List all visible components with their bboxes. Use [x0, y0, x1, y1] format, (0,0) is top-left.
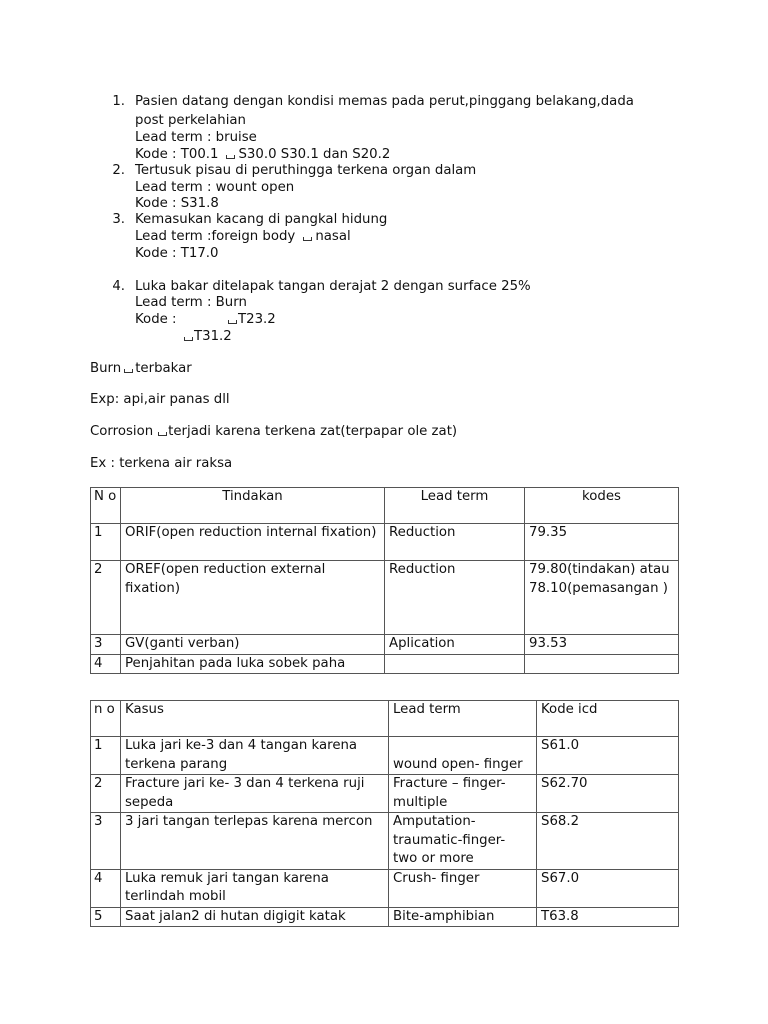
table-cell: GV(ganti verban) — [121, 635, 385, 655]
table-cell: Luka jari ke-3 dan 4 tangan karena terkena parang — [121, 737, 389, 775]
code-value-text: T31.2 — [194, 329, 232, 344]
table-cell — [525, 654, 679, 674]
header-cell: n o — [91, 701, 121, 737]
example-note: Ex : terkena air raksa — [90, 456, 233, 471]
table-cell: 93.53 — [525, 635, 679, 655]
list-number: 4. — [112, 279, 125, 294]
table-cell: 2 — [91, 561, 121, 635]
table-cell: 2 — [91, 775, 121, 813]
table-cell: wound open- finger — [389, 737, 537, 775]
table-cell: OREF(open reduction external fixation) — [121, 561, 385, 635]
lead-term-label: Lead term :foreign body — [135, 229, 296, 244]
note-term: Corrosion — [90, 424, 154, 439]
table-cell: ORIF(open reduction internal fixation) — [121, 524, 385, 561]
table-row — [91, 737, 679, 775]
table-cell: Saat jalan2 di hutan digigit katak — [121, 907, 389, 927]
arrow-icon — [158, 432, 167, 436]
table-cell: Fracture – finger- multiple — [389, 775, 537, 813]
header-cell: N o — [91, 488, 121, 524]
table-row — [91, 869, 679, 907]
code-value-text: T23.2 — [238, 312, 276, 327]
table-row — [91, 561, 679, 635]
code-label: Kode : T00.1 — [135, 147, 219, 162]
table-cell: S61.0 — [537, 737, 679, 775]
arrow-icon — [226, 155, 235, 159]
table-cell: S67.0 — [537, 869, 679, 907]
list-item-text: Pasien datang dengan kondisi memas pada perut,pinggang belakang,dada — [135, 94, 634, 109]
table-cell: Penjahitan pada luka sobek paha — [121, 654, 385, 674]
header-cell: Lead term — [385, 488, 525, 524]
table-row — [91, 907, 679, 927]
lead-term-text: Lead term : wount open — [135, 180, 295, 195]
burn-note — [90, 360, 192, 377]
table-cell: Amputation- traumatic-finger- two or more — [389, 813, 537, 870]
arrow-icon — [228, 320, 237, 324]
corrosion-note — [90, 423, 457, 440]
table-cell: 4 — [91, 654, 121, 674]
code-value — [184, 328, 232, 345]
table-cell: S68.2 — [537, 813, 679, 870]
table-cell: Luka remuk jari tangan karena terlindah mobil — [121, 869, 389, 907]
table-row — [91, 813, 679, 870]
table-header-row — [91, 488, 679, 524]
list-item-text: Luka bakar ditelapak tangan derajat 2 dengan surface 25% — [135, 279, 531, 294]
note-meaning: terjadi karena terkena zat(terpapar ole zat) — [168, 424, 458, 439]
table-cell: 3 — [91, 813, 121, 870]
header-cell: Tindakan — [121, 488, 385, 524]
code-text — [135, 146, 390, 163]
list-number: 2. — [112, 163, 125, 178]
header-cell: Kode icd — [537, 701, 679, 737]
list-item-text: post perkelahian — [135, 113, 246, 128]
header-cell: Kasus — [121, 701, 389, 737]
table-row — [91, 654, 679, 674]
table-row — [91, 635, 679, 655]
example-note: Exp: api,air panas dll — [90, 392, 230, 407]
table-cell: 79.80(tindakan) atau 78.10(pemasangan ) — [525, 561, 679, 635]
procedures-table — [90, 487, 679, 674]
table-cell: Reduction — [385, 561, 525, 635]
code-text: Kode : T17.0 — [135, 246, 219, 261]
code-value: S30.0 S30.1 dan S20.2 — [238, 147, 391, 162]
icd-cases-table — [90, 700, 679, 927]
table-cell: Bite-amphibian — [389, 907, 537, 927]
code-label: Kode : — [135, 312, 177, 327]
note-term: Burn — [90, 361, 122, 376]
table-cell: Reduction — [385, 524, 525, 561]
list-number: 3. — [112, 212, 125, 227]
lead-term-value: nasal — [315, 229, 351, 244]
table-cell: S62.70 — [537, 775, 679, 813]
lead-term-text — [135, 228, 351, 245]
table-cell: 5 — [91, 907, 121, 927]
table-cell: 3 jari tangan terlepas karena mercon — [121, 813, 389, 870]
table-cell — [385, 654, 525, 674]
header-cell: Lead term — [389, 701, 537, 737]
list-item-text: Kemasukan kacang di pangkal hidung — [135, 212, 388, 227]
code-value — [228, 311, 276, 328]
table-row — [91, 524, 679, 561]
table-cell: 1 — [91, 524, 121, 561]
list-item-text: Tertusuk pisau di peruthingga terkena organ dalam — [135, 163, 477, 178]
table-cell: Crush- finger — [389, 869, 537, 907]
list-number: 1. — [112, 94, 125, 109]
header-cell: kodes — [525, 488, 679, 524]
arrow-icon — [124, 369, 133, 373]
table-cell: 79.35 — [525, 524, 679, 561]
table-header-row — [91, 701, 679, 737]
table-cell: Aplication — [385, 635, 525, 655]
arrow-icon — [303, 237, 312, 241]
lead-term-text: Lead term : Burn — [135, 295, 247, 310]
lead-term-text: Lead term : bruise — [135, 130, 257, 145]
table-cell: 1 — [91, 737, 121, 775]
table-cell: T63.8 — [537, 907, 679, 927]
table-cell: 4 — [91, 869, 121, 907]
note-meaning: terbakar — [135, 361, 192, 376]
table-row — [91, 775, 679, 813]
table-cell: Fracture jari ke- 3 dan 4 terkena ruji sepeda — [121, 775, 389, 813]
table-cell: 3 — [91, 635, 121, 655]
code-text: Kode : S31.8 — [135, 196, 219, 211]
arrow-icon — [184, 337, 193, 341]
